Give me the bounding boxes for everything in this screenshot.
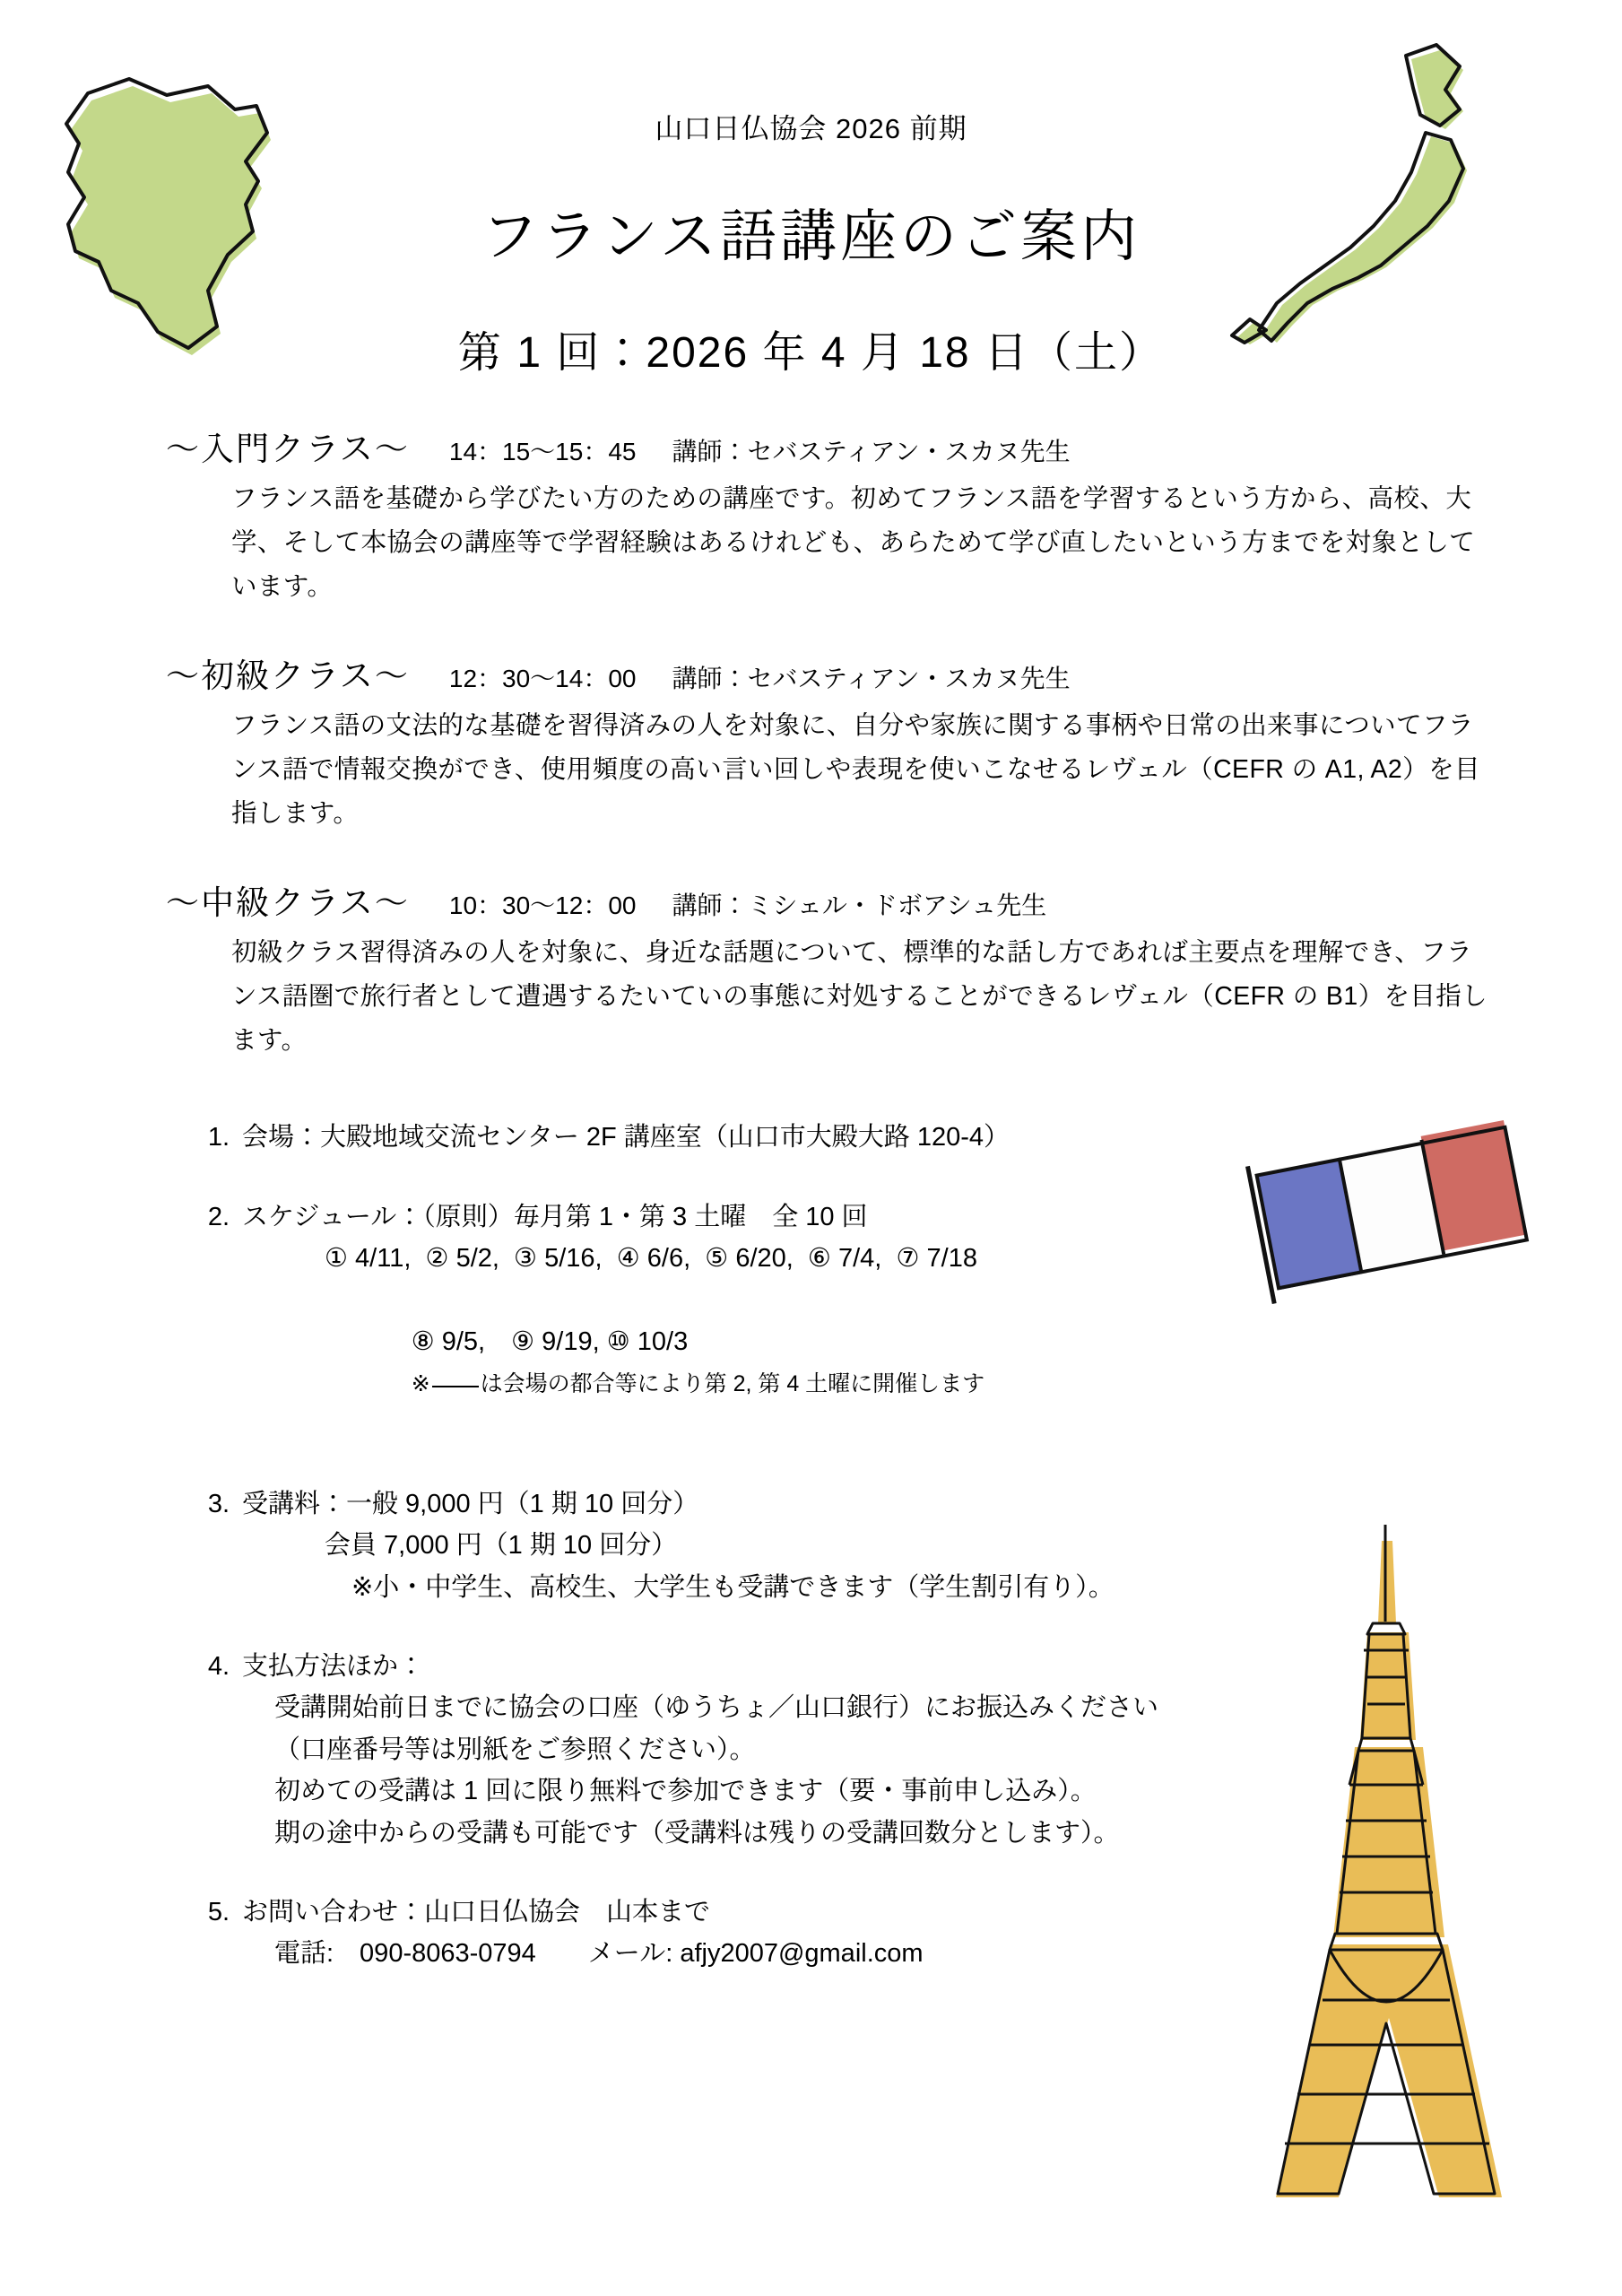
details-list — [0, 1117, 1622, 1975]
course-description: 初級クラス習得済みの人を対象に、身近な話題について、標準的な話し方であれば主要点を理解でき、フランス語圏で旅行者として遭遇するたいていの事態に対処することができるレヴェル（CEFR の B1）を目指します。 — [231, 938, 1488, 1056]
page-title: フランス語講座のご案内 — [481, 205, 1141, 268]
item-body — [242, 1646, 1622, 1854]
schedule-note-blank — [432, 1386, 479, 1387]
item-body — [242, 1892, 1622, 1975]
dates-second-row: ⑧ 9/5, ⑨ 9/19, ⑩ 10/3 — [411, 1326, 689, 1356]
course-heading — [0, 422, 1622, 470]
item-body — [242, 1483, 1622, 1608]
first-session-date: 第 1 回：2026 年 4 月 18 日（土） — [458, 329, 1164, 377]
item-line: 会場：大殿地域交流センター 2F 講座室（山口市大殿大路 120-4） — [242, 1123, 1010, 1152]
item-number: 3. — [207, 1489, 230, 1518]
course-time: 12：30〜14：00 — [448, 665, 637, 693]
list-item-payment — [0, 1646, 1622, 1854]
item-line-payment-3: 初めての受講は 1 回に限り無料で参加できます（要・事前申し込み）。 — [274, 1777, 1097, 1806]
item-number: 1. — [207, 1123, 230, 1152]
list-item-schedule — [0, 1196, 1622, 1446]
course-heading — [0, 648, 1622, 697]
item-body — [242, 1117, 1622, 1158]
item-line-member-fee: 会員 7,000 円（1 期 10 回分） — [325, 1531, 678, 1561]
item-line-payment-title: 支払方法ほか： — [242, 1652, 425, 1682]
item-line: スケジュール：（原則）毎月第 1・第 3 土曜 全 10 回 — [242, 1202, 868, 1231]
schedule-note: は会場の都合等により第 2, 第 4 土曜に開催します — [480, 1371, 985, 1397]
course-block-elementary — [0, 648, 1622, 836]
course-name: 〜初級クラス〜 — [166, 657, 410, 695]
course-time: 10：30〜12：00 — [448, 891, 637, 920]
association-line: 山口日仏協会 2026 前期 — [655, 113, 967, 144]
list-item-venue — [0, 1117, 1622, 1158]
item-line-general-fee: 受講料：一般 9,000 円（1 期 10 回分） — [242, 1489, 699, 1518]
course-description: フランス語の文法的な基礎を習得済みの人を対象に、自分や家族に関する事柄や日常の出来事についてフランス語で情報交換ができ、使用頻度の高い言い回しや表現を使いこなせるレヴェル（CEFR の A1, A2）を目指します。 — [231, 711, 1480, 829]
list-item-fee — [0, 1483, 1622, 1608]
course-time: 14：15〜15：45 — [448, 438, 637, 465]
course-teacher: 講師：セバスティアン・スカヌ先生 — [672, 665, 1071, 693]
item-body — [242, 1196, 1622, 1446]
flyer-header — [0, 0, 1622, 379]
item-line-dates-2 — [242, 1279, 1622, 1446]
item-line-contact-name: お問い合わせ：山口日仏協会 山本まで — [242, 1898, 711, 1926]
course-block-beginner — [0, 422, 1622, 609]
course-name: 〜中級クラス〜 — [166, 884, 410, 922]
flyer-body — [0, 422, 1622, 2013]
item-line-dates-1: ① 4/11, ② 5/2, ③ 5/16, ④ 6/6, ⑤ 6/20, ⑥ 7/4, ⑦ 7/18 — [325, 1243, 977, 1273]
item-line-student-note: ※小・中学生、高校生、大学生も受講できます（学生割引有り）。 — [351, 1572, 1115, 1602]
item-line-payment-1: 受講開始前日までに協会の口座（ゆうちょ／山口銀行）にお振込みください — [274, 1693, 1159, 1723]
course-name: 〜入門クラス〜 — [166, 430, 410, 467]
course-block-intermediate — [0, 875, 1622, 1063]
item-line-contact-details: 電話: 090-8063-0794 メール: afjy2007@gmail.com — [274, 1939, 924, 1969]
course-teacher: 講師：セバスティアン・スカヌ先生 — [672, 438, 1071, 465]
item-line-payment-4: 期の途中からの受講も可能です（受講料は残りの受講回数分とします）。 — [274, 1818, 1120, 1848]
course-teacher: 講師：ミシェル・ドボアシュ先生 — [672, 891, 1047, 920]
list-item-contact — [0, 1892, 1622, 1975]
item-number: 4. — [207, 1652, 230, 1682]
schedule-note-prefix: ※ — [411, 1371, 430, 1397]
item-number: 5. — [207, 1898, 230, 1926]
item-number: 2. — [207, 1202, 230, 1231]
item-line-payment-2: （口座番号等は別紙をご参照ください）。 — [274, 1735, 756, 1764]
course-heading — [0, 875, 1622, 924]
course-description: フランス語を基礎から学びたい方のための講座です。初めてフランス語を学習するという方から、高校、大学、そして本協会の講座等で学習経験はあるけれども、あらためて学び直したいという方までを対象としています。 — [231, 484, 1476, 602]
